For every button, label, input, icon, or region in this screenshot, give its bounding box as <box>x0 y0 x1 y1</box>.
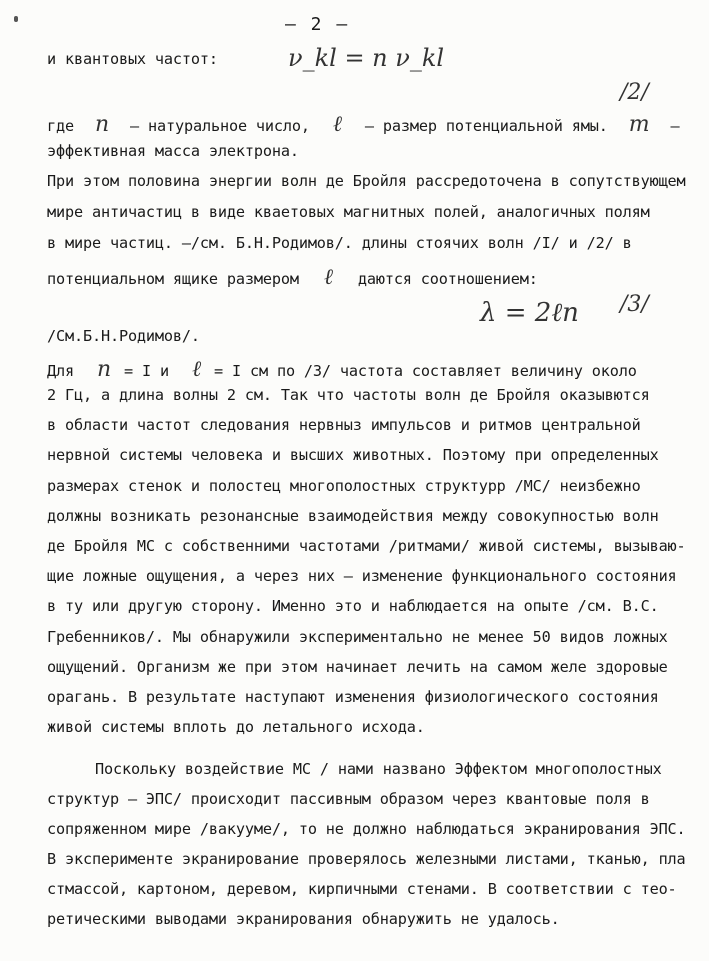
text-line: живой системы вплоть до летального исхода. <box>47 718 425 736</box>
text-line: орагань. В результате наступают изменения физиологического состояния <box>47 688 659 706</box>
text-line: структур – ЭПС/ происходит пассивным образом через квантовые поля в <box>47 790 650 808</box>
text-line: стмассой, картоном, деревом, кирпичными стенами. В соответствии с тео- <box>47 880 677 898</box>
handwritten-l: ℓ <box>332 112 342 137</box>
text-line: де Бройля МС с собственними частотами /ритмами/ живой системы, вызываю- <box>47 537 686 555</box>
equation-2-formula: λ = 2ℓn <box>480 298 579 328</box>
text-line: В эксперименте экранирование проверялось железными листами, тканью, пла <box>47 850 686 868</box>
text-line: потенциальном ящике размером ℓ даются соотношением: <box>47 265 538 290</box>
text-line: Поскольку воздействие МС / нами названо Эффектом многополостных <box>95 760 662 778</box>
text-line: При этом половина энергии волн де Бройля рассредоточена в сопутствующем <box>47 172 686 190</box>
handwritten-n: n <box>94 112 110 137</box>
text-line: размерах стенок и полостец многополостных структурр /МС/ неизбежно <box>47 477 641 495</box>
text-line: в мире частиц. –/см. Б.Н.Родимов/. длины стоячих волн /I/ и /2/ в <box>47 234 632 252</box>
text-line: должны возникать резонансные взаимодействия между совокупностью волн <box>47 507 659 525</box>
text-line: 2 Гц, а длина волны 2 см. Так что частоты волн де Бройля оказывются <box>47 386 650 404</box>
text-line: и квантовых частот: <box>47 50 218 68</box>
text-line: ощущений. Организм же при этом начинает лечить на самом желе здоровые <box>47 658 668 676</box>
text-line: Для n = I и ℓ = I см по /3/ частота составляет величину около <box>47 357 637 382</box>
handwritten-m: m <box>628 112 650 137</box>
handwritten-n: n <box>96 357 112 382</box>
equation-2-label: /3/ <box>620 292 649 317</box>
equation-1-label: /2/ <box>620 80 649 105</box>
text-line: эффективная масса электрона. <box>47 142 299 160</box>
text-line: в области частот следования нервныз импульсов и ритмов центральной <box>47 416 641 434</box>
page-number: – 2 – <box>285 14 350 35</box>
handwritten-l: ℓ <box>191 357 201 382</box>
handwritten-l: ℓ <box>323 265 333 290</box>
text-line: нервной системы человека и высших животных. Поэтому при определенных <box>47 446 659 464</box>
text-line: Гребенников/. Мы обнаружили экспериментально не менее 50 видов ложных <box>47 628 668 646</box>
text-line: ретическими выводами экранирования обнаружить не удалось. <box>47 910 560 928</box>
text-line: мире античастиц в виде кваетовых магнитных полей, аналогичных полям <box>47 203 650 221</box>
text-line: где n – натуральное число, ℓ – размер потенциальной ямы. m – <box>47 112 680 137</box>
text-line: щие ложные ощущения, а через них – изменение функционального состояния <box>47 567 677 585</box>
equation-1-formula: ν_kl = n ν_kl <box>288 44 445 72</box>
text-line: /См.Б.Н.Родимов/. <box>47 327 200 345</box>
margin-mark <box>14 16 18 22</box>
text-line: в ту или другую сторону. Именно это и наблюдается на опыте /см. В.С. <box>47 597 659 615</box>
text-line: сопряженном мире /вакууме/, то не должно наблюдаться экранирования ЭПС. <box>47 820 686 838</box>
